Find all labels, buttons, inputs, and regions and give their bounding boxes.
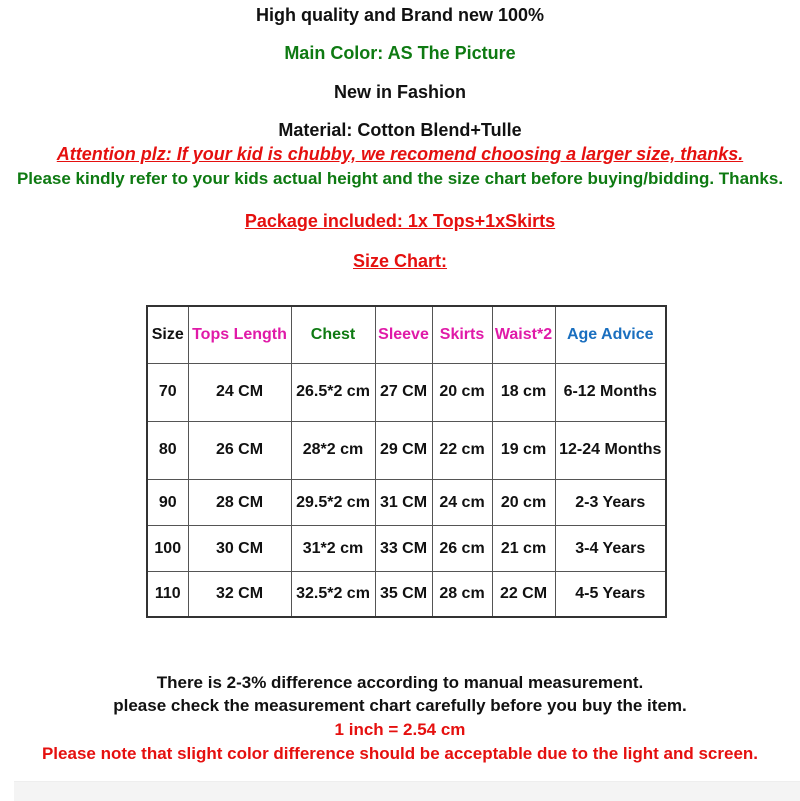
table-header-row: [147, 306, 666, 363]
table-cell: 19 cm: [492, 421, 555, 479]
table-cell: 24 CM: [188, 363, 291, 421]
check-note: please check the measurement chart carefully before you buy the item.: [113, 696, 687, 715]
table-cell: 28 cm: [432, 572, 492, 617]
table-header-cell: Skirts: [432, 306, 492, 363]
size-chart-title: Size Chart:: [352, 251, 448, 271]
table-cell: 4-5 Years: [555, 572, 666, 617]
table-cell: 20 cm: [492, 480, 555, 526]
material-line: Material: Cotton Blend+Tulle: [278, 120, 522, 140]
table-row: [147, 421, 666, 479]
inch-conversion: 1 inch = 2.54 cm: [334, 720, 466, 739]
main-color-line: Main Color: AS The Picture: [284, 43, 516, 63]
table-cell: 80: [147, 421, 188, 479]
table-cell: 29.5*2 cm: [291, 480, 375, 526]
table-cell: 6-12 Months: [555, 363, 666, 421]
attention-line: Attention plz: If your kid is chubby, we recomend choosing a larger size, thanks.: [56, 144, 744, 164]
table-cell: 110: [147, 572, 188, 617]
table-cell: 31*2 cm: [291, 526, 375, 572]
quality-line: High quality and Brand new 100%: [255, 5, 545, 25]
table-cell: 27 CM: [375, 363, 432, 421]
table-cell: 31 CM: [375, 480, 432, 526]
table-cell: 33 CM: [375, 526, 432, 572]
table-cell: 30 CM: [188, 526, 291, 572]
table-row: [147, 480, 666, 526]
table-cell: 18 cm: [492, 363, 555, 421]
table-cell: 26.5*2 cm: [291, 363, 375, 421]
table-cell: 22 CM: [492, 572, 555, 617]
table-cell: 90: [147, 480, 188, 526]
table-cell: 26 cm: [432, 526, 492, 572]
table-header-cell: Age Advice: [555, 306, 666, 363]
table-cell: 35 CM: [375, 572, 432, 617]
table-header-cell: Chest: [291, 306, 375, 363]
refer-line: Please kindly refer to your kids actual height and the size chart before buying/bidding. Thanks.: [16, 169, 784, 188]
table-cell: 20 cm: [432, 363, 492, 421]
package-line: Package included: 1x Tops+1xSkirts: [244, 211, 556, 231]
fashion-line: New in Fashion: [333, 82, 466, 102]
measurement-note: There is 2-3% difference according to manual measurement.: [156, 673, 644, 692]
table-cell: 22 cm: [432, 421, 492, 479]
table-cell: 24 cm: [432, 480, 492, 526]
table-cell: 32 CM: [188, 572, 291, 617]
table-header-cell: Tops Length: [188, 306, 291, 363]
table-header-cell: Size: [147, 306, 188, 363]
table-cell: 3-4 Years: [555, 526, 666, 572]
size-chart-table: [146, 305, 667, 618]
table-cell: 28*2 cm: [291, 421, 375, 479]
table-header-cell: Sleeve: [375, 306, 432, 363]
table-row: [147, 572, 666, 617]
table-cell: 26 CM: [188, 421, 291, 479]
bottom-band: [14, 781, 800, 801]
table-row: [147, 363, 666, 421]
table-cell: 100: [147, 526, 188, 572]
table-cell: 12-24 Months: [555, 421, 666, 479]
table-cell: 2-3 Years: [555, 480, 666, 526]
table-cell: 70: [147, 363, 188, 421]
table-cell: 29 CM: [375, 421, 432, 479]
table-cell: 32.5*2 cm: [291, 572, 375, 617]
table-cell: 21 cm: [492, 526, 555, 572]
table-header-cell: Waist*2: [492, 306, 555, 363]
color-difference-note: Please note that slight color difference should be acceptable due to the light and screen.: [41, 744, 759, 763]
table-row: [147, 526, 666, 572]
table-cell: 28 CM: [188, 480, 291, 526]
